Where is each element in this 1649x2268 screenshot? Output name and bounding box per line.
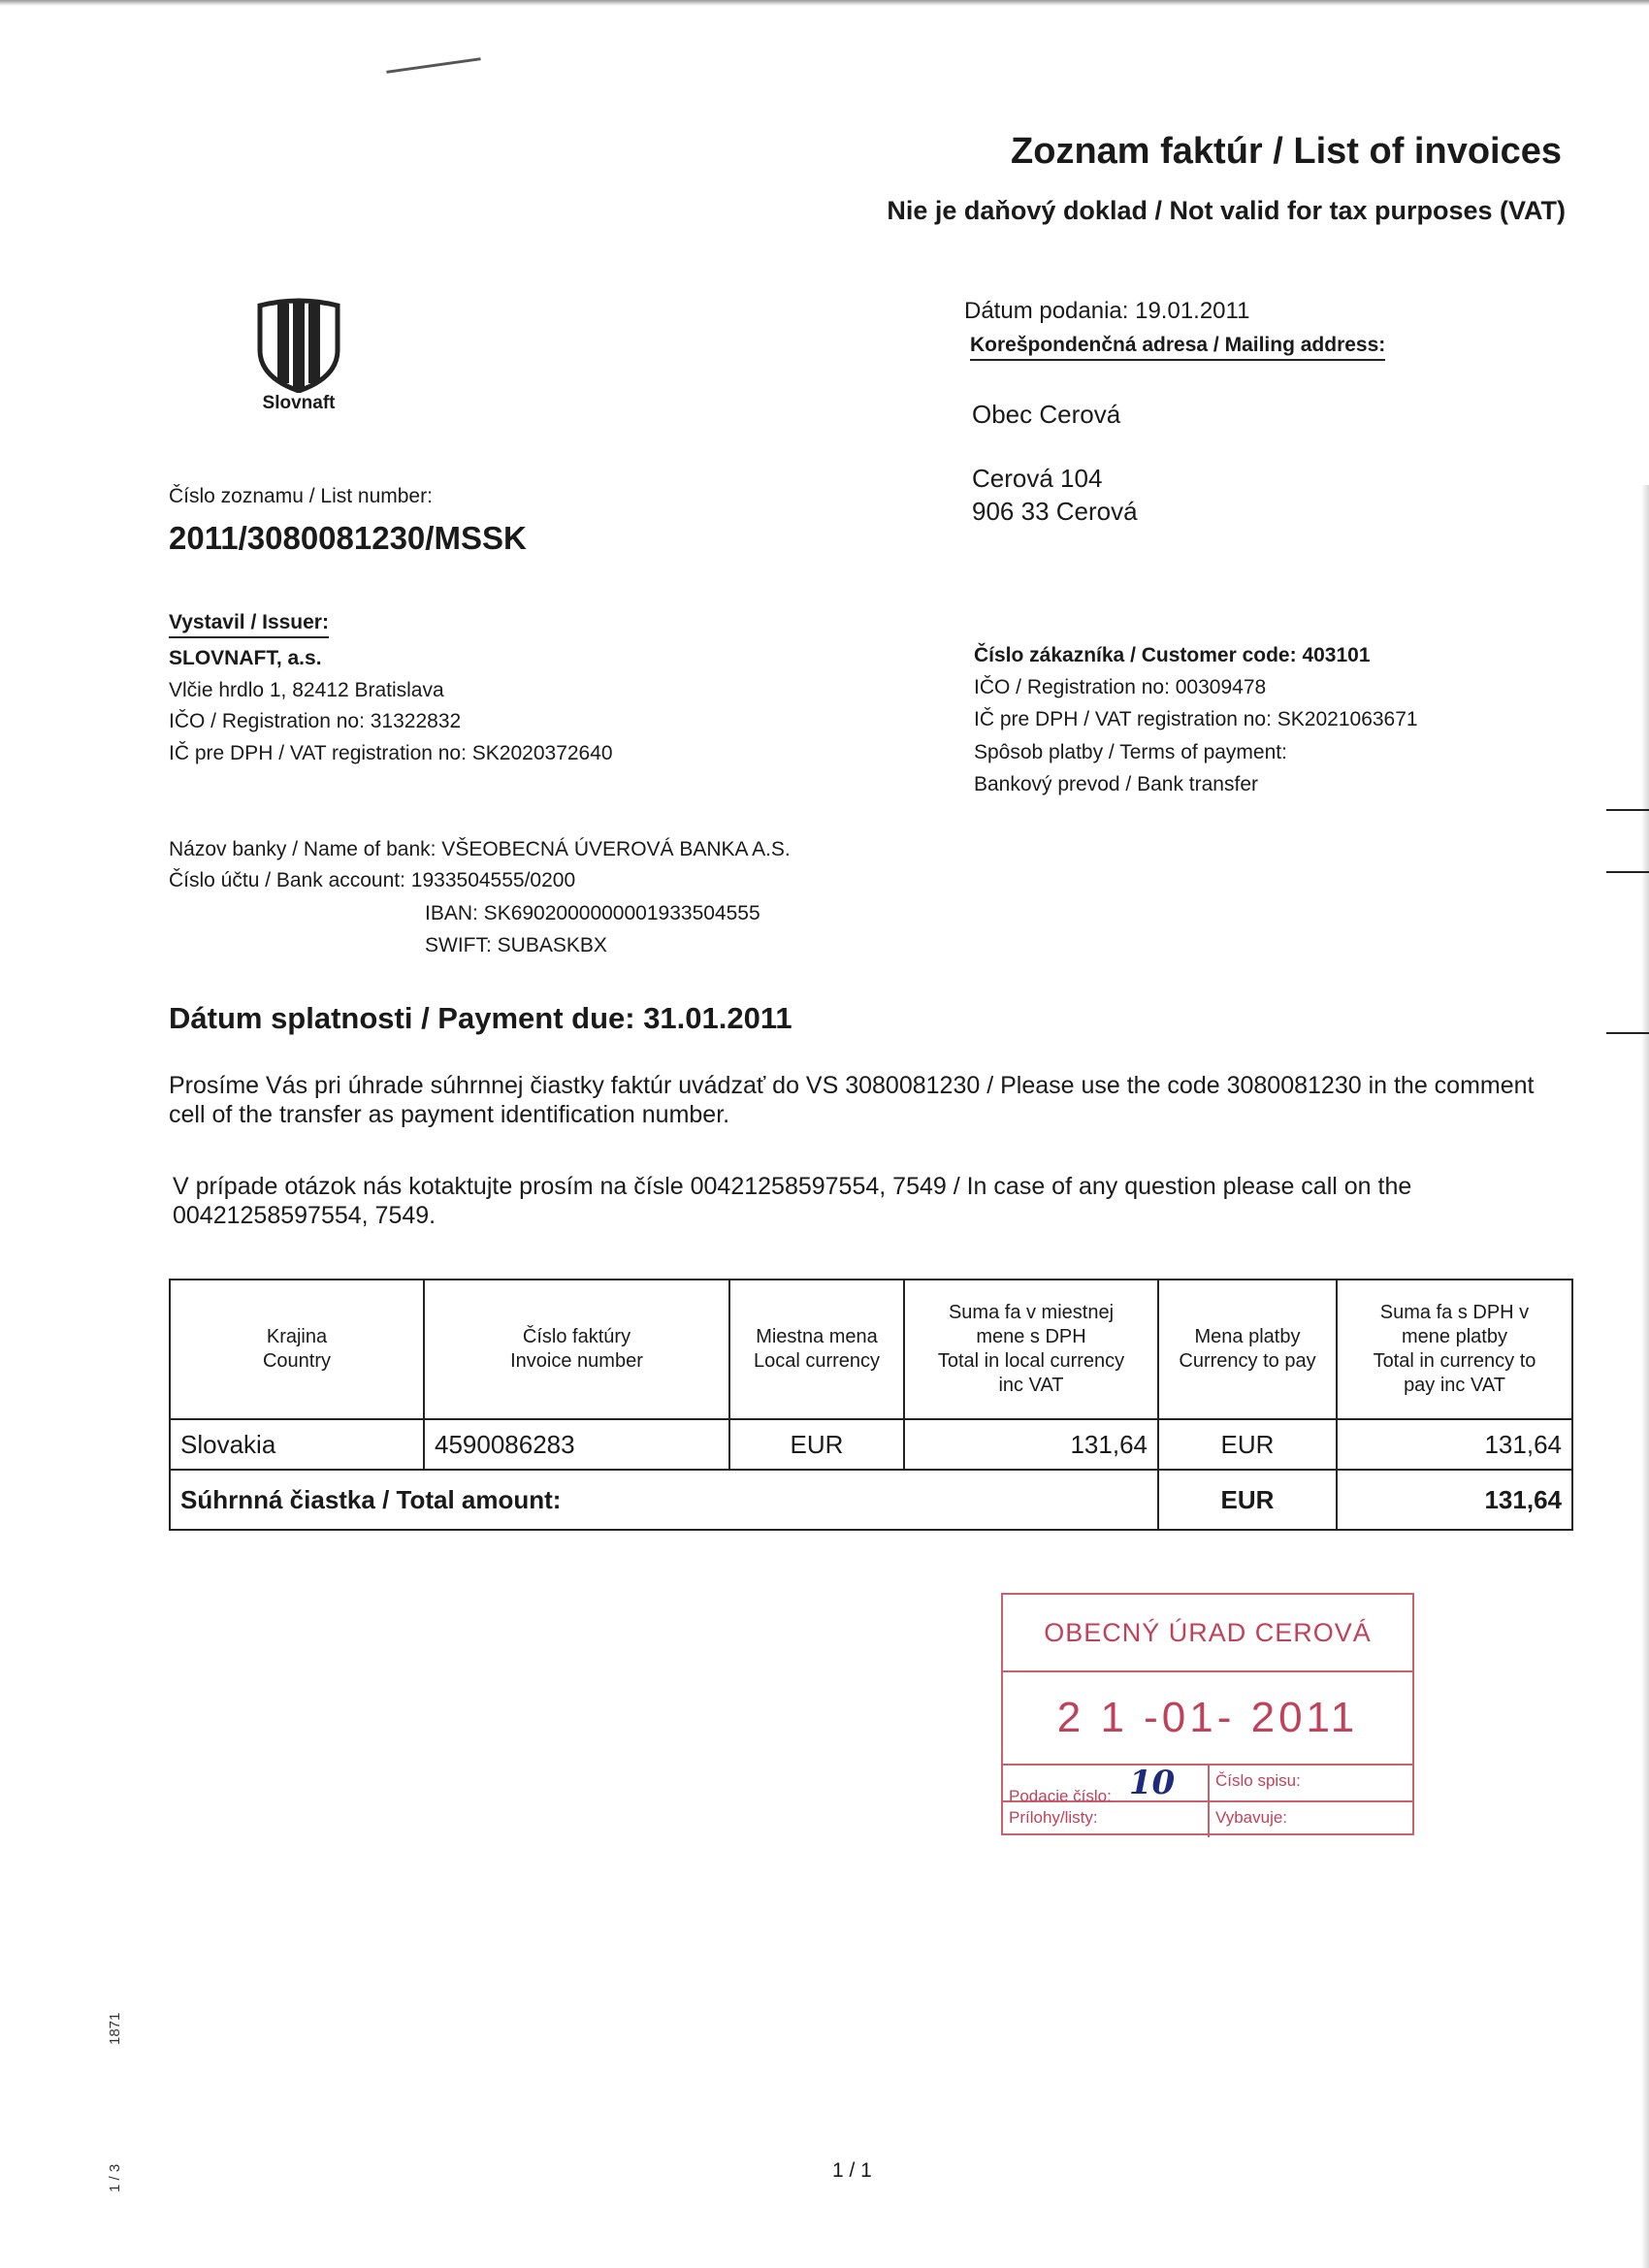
stamp-prilohy-label: Prílohy/listy: <box>1009 1808 1098 1827</box>
payment-note: Prosíme Vás pri úhrade súhrnnej čiastky faktúr uvádzať do VS 3080081230 / Please use the code 3080081230 in the comment cell of the transfer as payment identification number. <box>169 1072 1535 1128</box>
total-label: Súhrnná čiastka / Total amount: <box>170 1470 1158 1530</box>
recipient-street: Cerová 104 <box>972 464 1103 493</box>
stamp-date: 2 1 -01- 2011 <box>1003 1672 1412 1766</box>
header-country: Krajina Country <box>170 1280 424 1419</box>
scan-edge-top <box>0 0 1649 6</box>
customer-code-line <box>974 644 1371 667</box>
customer-vat: IČ pre DPH / VAT registration no: SK2021063671 <box>974 708 1418 730</box>
cell-country: Slovakia <box>170 1419 424 1470</box>
issuer-vat: IČ pre DPH / VAT registration no: SK2020372640 <box>169 742 613 764</box>
customer-code: 403101 <box>1302 644 1371 666</box>
recipient-city: 906 33 Cerová <box>972 497 1138 526</box>
cell-local-currency: EUR <box>729 1419 904 1470</box>
cell-total-local: 131,64 <box>904 1419 1158 1470</box>
cell-total-currency: 131,64 <box>1337 1419 1572 1470</box>
stamp-podacie-label: Podacie číslo: <box>1009 1787 1112 1805</box>
mailing-address-label: Korešpondenčná adresa / Mailing address: <box>970 334 1385 361</box>
header-total-local: Suma fa v miestnej mene s DPH Total in local currency inc VAT <box>904 1280 1158 1419</box>
recipient-name: Obec Cerová <box>972 400 1121 429</box>
page-title: Zoznam faktúr / List of invoices <box>1011 131 1562 172</box>
stamp-podacie-value: 10 <box>1128 1764 1176 1802</box>
bank-iban: IBAN: SK6902000000001933504555 <box>425 902 760 924</box>
table-row <box>170 1419 1572 1470</box>
scan-tick-mark <box>1606 809 1649 811</box>
stamp-row <box>1003 1800 1412 1837</box>
stamp-office: OBECNÝ ÚRAD CEROVÁ <box>1003 1595 1412 1672</box>
stamp-podacie-cell <box>1003 1764 1208 1805</box>
side-page: 1 / 3 <box>107 2163 123 2192</box>
bank-account: Číslo účtu / Bank account: 1933504555/0200 <box>169 869 576 891</box>
scan-tick-mark <box>1606 871 1649 873</box>
header-currency-to-pay: Mena platby Currency to pay <box>1158 1280 1337 1419</box>
submission-date: Dátum podania: 19.01.2011 <box>964 298 1250 324</box>
scan-edge-right <box>1641 485 1649 2268</box>
total-row <box>170 1470 1572 1530</box>
header-total-currency: Suma fa s DPH v mene platby Total in currency to pay inc VAT <box>1337 1280 1572 1419</box>
list-number: 2011/3080081230/MSSK <box>169 520 527 556</box>
slovnaft-shield-logo-icon <box>254 296 343 393</box>
bank-swift: SWIFT: SUBASKBX <box>425 934 607 956</box>
list-number-label: Číslo zoznamu / List number: <box>169 485 433 507</box>
page-subtitle: Nie je daňový doklad / Not valid for tax purposes (VAT) <box>887 196 1566 225</box>
side-code: 1871 <box>107 2012 123 2045</box>
total-currency: EUR <box>1158 1470 1337 1530</box>
pen-mark <box>386 57 480 74</box>
stamp-row <box>1003 1764 1412 1805</box>
bank-name: Názov banky / Name of bank: VŠEOBECNÁ ÚVEROVÁ BANKA A.S. <box>169 838 791 860</box>
contact-note: V prípade otázok nás kotaktujte prosím na čísle 00421258597554, 7549 / In case of any question please call on the 00421258597554, 7549. <box>173 1173 1412 1229</box>
issuer-label: Vystavil / Issuer: <box>169 611 329 638</box>
stamp-spis-label: Číslo spisu: <box>1208 1766 1412 1800</box>
payment-due: Dátum splatnosti / Payment due: 31.01.2011 <box>169 1001 792 1035</box>
customer-ico: IČO / Registration no: 00309478 <box>974 676 1267 698</box>
header-local-currency: Miestna mena Local currency <box>729 1280 904 1419</box>
cell-invoice-number: 4590086283 <box>424 1419 729 1470</box>
registry-stamp <box>1001 1593 1414 1835</box>
stamp-vybavuje-label: Vybavuje: <box>1208 1802 1412 1837</box>
header-invoice-number: Číslo faktúry Invoice number <box>424 1280 729 1419</box>
cell-currency-to-pay: EUR <box>1158 1419 1337 1470</box>
customer-code-label: Číslo zákazníka / Customer code: <box>974 644 1297 666</box>
page-number: 1 / 1 <box>832 2159 872 2182</box>
table-header-row <box>170 1280 1572 1419</box>
total-amount: 131,64 <box>1337 1470 1572 1530</box>
issuer-name: SLOVNAFT, a.s. <box>169 647 322 669</box>
scan-tick-mark <box>1606 1032 1649 1034</box>
logo-text: Slovnaft <box>262 393 336 413</box>
invoice-table <box>169 1279 1573 1531</box>
issuer-address: Vlčie hrdlo 1, 82412 Bratislava <box>169 679 444 701</box>
payment-terms: Bankový prevod / Bank transfer <box>974 773 1258 795</box>
payment-terms-label: Spôsob platby / Terms of payment: <box>974 741 1287 763</box>
issuer-ico: IČO / Registration no: 31322832 <box>169 710 462 732</box>
